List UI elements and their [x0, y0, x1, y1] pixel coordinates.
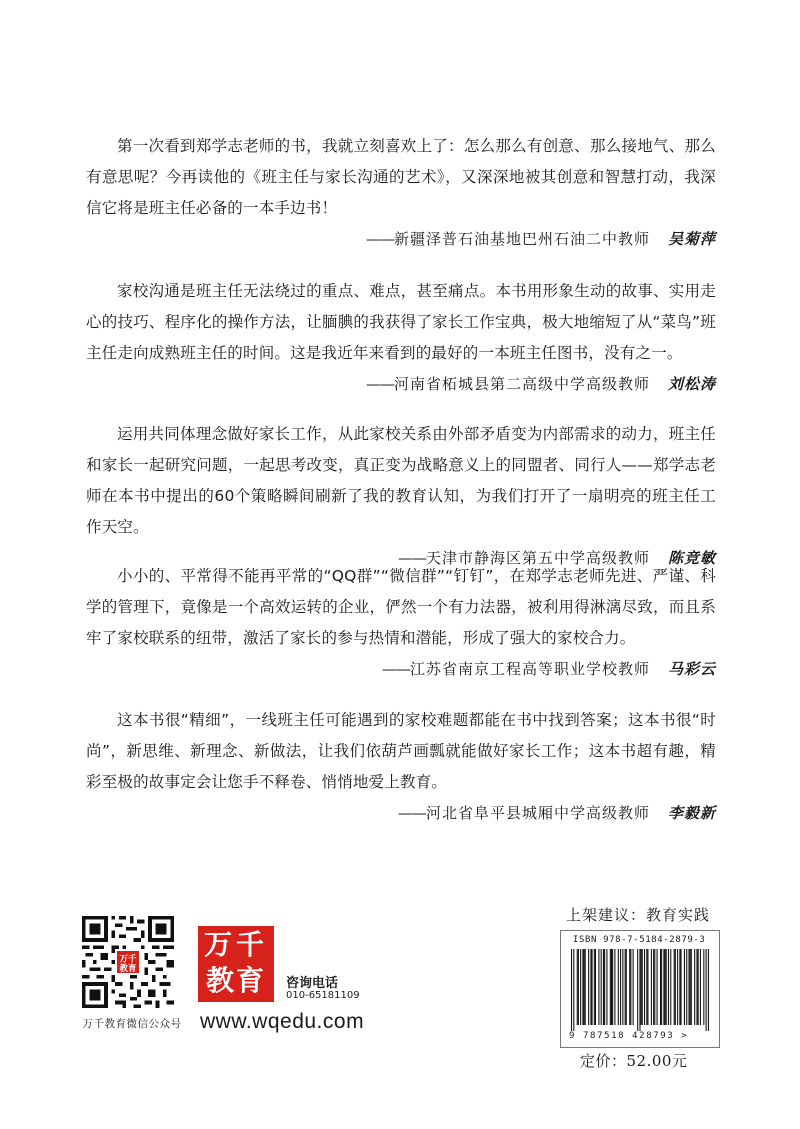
barcode-bar	[585, 949, 586, 1025]
isbn: ISBN 978-7-5184-2879-3	[573, 935, 706, 945]
barcode-bar	[630, 949, 631, 1025]
signature-dash: ——	[365, 375, 394, 393]
signature-dash: ——	[397, 804, 426, 822]
barcode-bar	[592, 949, 593, 1025]
website-link[interactable]: www.wqedu.com	[200, 1010, 365, 1033]
barcode-bar	[633, 949, 634, 1025]
barcode-bar	[578, 949, 579, 1025]
barcode-bar	[594, 949, 595, 1025]
review-text: 小小的、平常得不能再平常的“QQ群”“微信群”“钉钉”，在郑学志老师先进、严谨、科学的管理下，竟像是一个高效运转的企业，俨然一个有力法器，被利用得淋漓尽致，而且系牢了家校联系的纽带，激活了家长的参与热情和潜能，形成了强大的家校合力。	[86, 567, 716, 647]
barcode-bar	[620, 949, 621, 1025]
author-name: 陈竞敏	[667, 549, 716, 567]
barcode-bar	[654, 949, 655, 1025]
barcode-bar	[626, 949, 627, 1025]
barcode-bar	[679, 949, 680, 1025]
review-4	[86, 561, 716, 680]
barcode-bar	[612, 949, 613, 1025]
review-text: 这本书很“精细”，一线班主任可能遇到的家校难题都能在书中找到答案；这本书很“时尚”，新思维、新理念、新做法，让我们依葫芦画瓢就能做好家长工作；这本书超有趣，精彩至极的故事定会让您手不释卷、悄悄地爱上教育。	[86, 711, 716, 791]
review-signature	[86, 802, 716, 824]
barcode-bar	[684, 949, 685, 1025]
barcode-box	[560, 930, 720, 1048]
signature-dash: ——	[365, 230, 394, 248]
barcode-bar	[665, 949, 666, 1025]
barcode-bar	[670, 949, 671, 1025]
author-title: 河北省阜平县城厢中学高级教师	[425, 804, 650, 822]
review-3	[86, 419, 716, 569]
barcode-bar	[642, 949, 643, 1025]
barcode-bar	[651, 949, 652, 1025]
barcode-bar	[580, 949, 581, 1025]
review-signature	[86, 658, 716, 680]
barcode-bar	[625, 949, 626, 1025]
barcode-bar	[641, 949, 642, 1025]
consult-phone[interactable]: 010-65181109	[286, 990, 360, 1001]
review-text: 运用共同体理念做好家长工作，从此家校关系由外部矛盾变为内部需求的动力，班主任和家长一起研究问题，一起思考改变，真正变为战略意义上的同盟者、同行人——郑学志老师在本书中提出的60个策略瞬间刷新了我的教育认知，为我们打开了一扇明亮的班主任工作天空。	[86, 425, 716, 536]
review-text: 第一次看到郑学志老师的书，我就立刻喜欢上了：怎么那么有创意、那么接地气、那么有意思呢？今再读他的《班主任与家长沟通的艺术》，又深深地被其创意和智慧打动，我深信它将是班主任必备的一本手边书！	[86, 137, 716, 217]
barcode-bar	[598, 949, 599, 1025]
barcode-bar	[661, 949, 662, 1025]
shelf-suggestion: 上架建议：教育实践	[566, 906, 711, 924]
barcode-bar	[588, 949, 589, 1025]
barcode-bar	[601, 949, 602, 1025]
barcode-bar	[686, 949, 687, 1025]
barcode	[571, 949, 709, 1031]
barcode-bar	[577, 949, 578, 1025]
barcode-bar	[663, 949, 664, 1025]
author-name: 吴菊萍	[667, 230, 716, 248]
review-signature	[86, 373, 716, 395]
barcode-bar	[660, 949, 661, 1025]
barcode-bar	[590, 949, 591, 1025]
author-name: 刘松涛	[667, 375, 716, 393]
signature-dash: ——	[397, 549, 426, 567]
barcode-bar	[611, 949, 612, 1025]
qr-badge-top: 万千	[119, 953, 137, 964]
review-signature	[86, 228, 716, 250]
barcode-bar	[688, 949, 689, 1025]
author-title: 天津市静海区第五中学高级教师	[425, 549, 650, 567]
barcode-bar	[696, 949, 697, 1025]
barcode-bar	[573, 949, 574, 1031]
qr-code[interactable]	[82, 916, 174, 1008]
author-name: 马彩云	[667, 660, 716, 678]
barcode-bar	[647, 949, 648, 1025]
barcode-bar	[698, 949, 699, 1025]
barcode-bar	[571, 949, 572, 1031]
barcode-bar	[629, 949, 630, 1025]
consult-label: 咨询电话	[286, 976, 339, 991]
barcode-bar	[703, 949, 704, 1025]
barcode-bar	[657, 949, 658, 1025]
review-1	[86, 131, 716, 250]
author-title: 江苏省南京工程高等职业学校教师	[409, 660, 650, 678]
barcode-bar	[622, 949, 623, 1025]
barcode-bar	[677, 949, 678, 1025]
author-name: 李毅新	[667, 804, 716, 822]
qr-badge-bottom: 教育	[119, 962, 137, 973]
barcode-bar	[653, 949, 654, 1025]
barcode-bar	[674, 949, 675, 1025]
signature-dash: ——	[381, 660, 410, 678]
qr-caption: 万千教育微信公众号	[82, 1018, 182, 1030]
review-text: 家校沟通是班主任无法绕过的重点、难点，甚至痛点。本书用形象生动的故事、实用走心的技巧、程序化的操作方法，让腼腆的我获得了家长工作宝典，极大地缩短了从“菜鸟”班主任走向成熟班主任的时间。这是我近年来看到的最好的一本班主任图书，没有之一。	[86, 282, 716, 362]
barcode-bar	[637, 949, 638, 1031]
barcode-bar	[680, 949, 681, 1025]
barcode-bar	[595, 949, 596, 1025]
qr-block	[74, 916, 190, 1031]
barcode-bar	[582, 949, 583, 1025]
logo-top-text: 万千	[203, 928, 268, 961]
barcode-bar	[604, 949, 605, 1025]
logo-bottom-text: 教育	[205, 964, 266, 997]
barcode-bar	[706, 949, 707, 1031]
author-title: 新疆泽普石油基地巴州石油二中教师	[393, 230, 650, 248]
barcode-number: 9 787518 428793 >	[569, 1031, 689, 1041]
review-5	[86, 705, 716, 824]
barcode-bar	[646, 949, 647, 1025]
barcode-bar	[618, 949, 619, 1025]
barcode-bar	[668, 949, 669, 1025]
price: 定价：52.00元	[580, 1052, 688, 1070]
barcode-bar	[675, 949, 676, 1025]
barcode-bar	[694, 949, 695, 1025]
barcode-bar	[603, 949, 604, 1025]
barcode-bar	[614, 949, 615, 1025]
barcode-bar	[584, 949, 585, 1025]
barcode-bar	[606, 949, 607, 1025]
barcode-bar	[690, 949, 691, 1025]
barcode-bar	[639, 949, 640, 1031]
barcode-bar	[610, 949, 611, 1025]
barcode-bar	[700, 949, 701, 1025]
publisher-logo	[198, 926, 274, 1002]
barcode-bar	[644, 949, 645, 1025]
barcode-bar	[691, 949, 692, 1025]
review-2	[86, 276, 716, 395]
author-title: 河南省柘城县第二高级中学高级教师	[393, 375, 650, 393]
barcode-bar	[666, 949, 667, 1025]
barcode-bar	[708, 949, 709, 1031]
